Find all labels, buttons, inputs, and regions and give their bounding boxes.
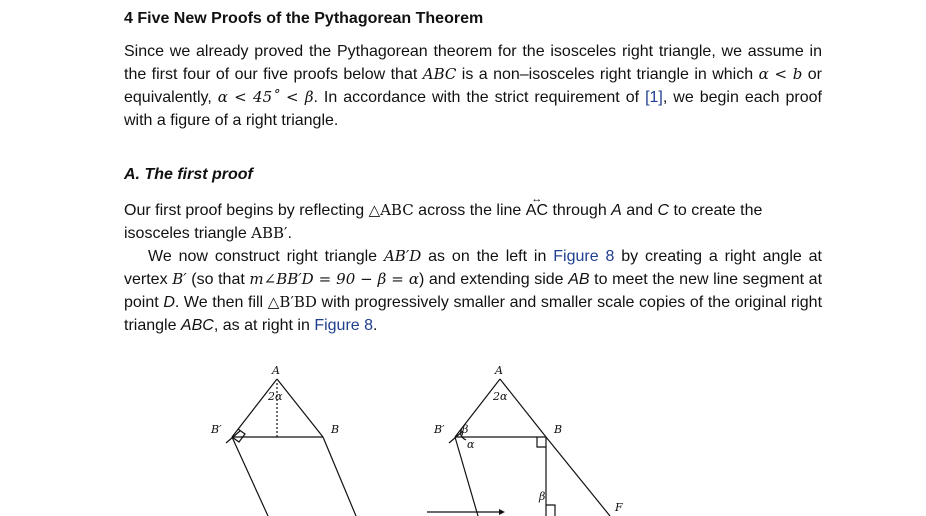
proof-text: .	[373, 317, 378, 334]
proof-text: with progressively smaller and smaller scale copies of the original right triangle	[124, 294, 823, 334]
proof-text: ) and extending side	[418, 271, 569, 288]
intro-text: or equivalently,	[124, 66, 823, 106]
proof-text: across the line	[413, 202, 526, 219]
intro-text: Since we already proved the Pythagorean theorem for the isosceles right triangle, we assume in the first four of our five proofs below that	[124, 43, 822, 83]
subsection-title: A. The first proof	[124, 166, 253, 183]
label-2alpha: 2α	[268, 390, 283, 403]
triangle-abc-symbol: △ABC	[368, 201, 414, 219]
label-beta: β	[462, 423, 469, 436]
point-d: D	[163, 294, 175, 311]
proof-text: to create the isosceles triangle	[124, 202, 763, 242]
extended-side-ab	[323, 437, 356, 516]
triangle-bbd: △B′BD	[267, 293, 317, 311]
side-ab: AB	[568, 271, 590, 288]
label-bprime: B′	[434, 423, 445, 436]
triangle-abd: AB′D	[383, 247, 422, 265]
label-f: F	[615, 501, 623, 514]
inequality-alpha-b: α < b	[758, 65, 803, 83]
proof-text: by creating a right angle at vertex	[124, 248, 823, 288]
line-ac: AC	[525, 202, 549, 219]
figure-8-link[interactable]: Figure 8	[314, 317, 374, 334]
vertex-b-prime: B′	[172, 270, 187, 288]
label-2alpha: 2α	[493, 390, 508, 403]
proof-text: (so that	[186, 271, 250, 288]
label-b: B	[331, 423, 340, 436]
side-a-bprime	[232, 379, 277, 437]
side-a-b	[500, 379, 546, 437]
point-c: C	[657, 202, 669, 219]
figure-left	[226, 379, 356, 516]
arrow-icon	[427, 509, 505, 515]
intro-text: is a non–isosceles right triangle in which	[456, 66, 759, 83]
label-b: B	[554, 423, 563, 436]
label-bprime: B′	[211, 423, 222, 436]
label-beta-lower: β	[539, 490, 546, 503]
triangle-abc-ref: ABC	[180, 317, 214, 334]
proof-text: Our first proof begins by reflecting	[124, 202, 369, 219]
side-a-b	[277, 379, 323, 437]
intro-text: . In accordance with the strict requirement of	[313, 89, 646, 106]
proof-text: and	[621, 202, 658, 219]
extended-side-bf	[546, 437, 610, 516]
section-title: 4 Five New Proofs of the Pythagorean Theorem	[124, 10, 484, 27]
point-a: A	[611, 202, 622, 219]
proof-text: through	[548, 202, 612, 219]
reference-link[interactable]: [1]	[645, 89, 663, 106]
inequality-angles: α < 45˚ < β	[217, 88, 314, 106]
label-a: A	[495, 364, 503, 377]
proof-text: to meet the new line segment at point	[124, 271, 823, 311]
figure-8-link[interactable]: Figure 8	[553, 248, 615, 265]
proof-text: as on the left in	[421, 248, 554, 265]
proof-text: .	[287, 225, 292, 242]
proof-text: . We then fill	[174, 294, 268, 311]
segment-bprime-d	[232, 437, 268, 516]
label-a: A	[272, 364, 280, 377]
proof-text: We now construct right triangle	[148, 248, 384, 265]
intro-text: , we begin each proof with a figure of a right triangle.	[124, 89, 822, 129]
right-angle-mark-top	[537, 437, 546, 447]
triangle-abb: ABB′	[251, 224, 288, 242]
triangle-abc: ABC	[422, 65, 457, 83]
right-angle-mark-bottom	[546, 505, 555, 516]
proof-text: , as at right in	[213, 317, 315, 334]
angle-equation: m∠BB′D = 90 − β = α	[249, 270, 419, 288]
label-alpha: α	[467, 438, 475, 451]
